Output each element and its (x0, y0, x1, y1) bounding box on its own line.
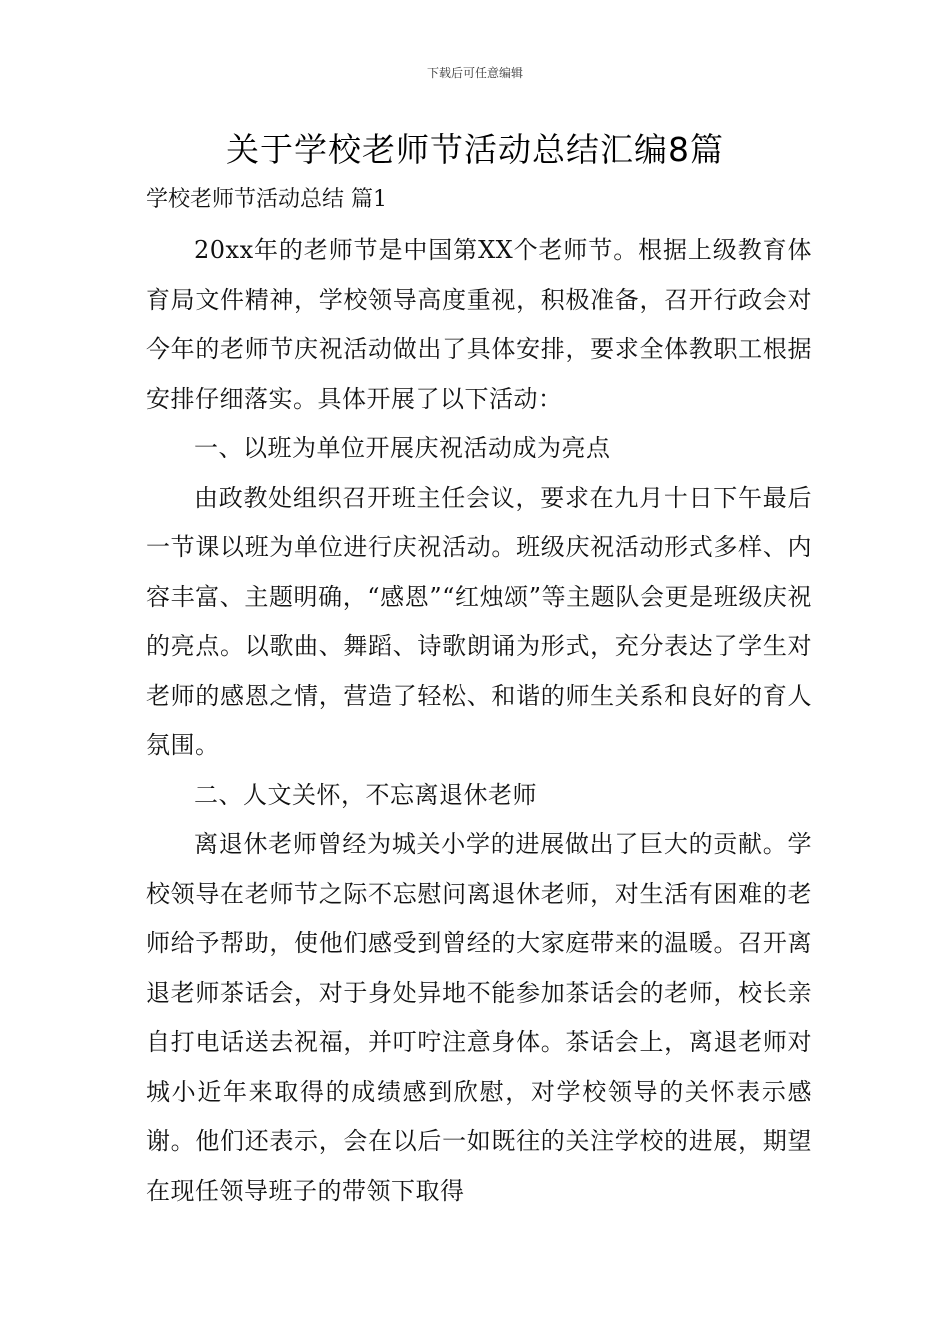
subheading-retired-teachers: 二、人文关怀，不忘离退休老师 (194, 780, 537, 809)
section-heading: 学校老师节活动总结 篇1 (146, 187, 387, 212)
header-note: 下载后可任意编辑 (426, 66, 523, 80)
paragraph-class-activities: 由政教处组织召开班主任会议，要求在九月十日下午最后一节课以班为单位进行庆祝活动。班级庆祝活动形式多样、内容丰富、主题明确，“感恩”“红烛颂”等主题队会更是班级庆祝的亮点。以歌曲、舞蹈、诗歌朗诵为形式，充分表达了学生对老师的感恩之情，营造了轻松、和谐的师生关系和良好的育人氛围。 (146, 483, 812, 759)
paragraph-intro: 20xx年的老师节是中国第XX个老师节。根据上级教育体育局文件精神，学校领导高度重视，积极准备，召开行政会对今年的老师节庆祝活动做出了具体安排，要求全体教职工根据安排仔细落实。具体开展了以下活动： (146, 236, 812, 413)
subheading-class-activities: 一、以班为单位开展庆祝活动成为亮点 (194, 434, 611, 462)
document-body (146, 226, 812, 1216)
paragraph-retired-teachers: 离退休老师曾经为城关小学的进展做出了巨大的贡献。学校领导在老师节之际不忘慰问离退休老师，对生活有困难的老师给予帮助，使他们感受到曾经的大家庭带来的温暖。召开离退老师茶话会，对于身处异地不能参加茶话会的老师，校长亲自打电话送去祝福，并叮咛注意身体。茶话会上，离退老师对城小近年来取得的成绩感到欣慰，对学校领导的关怀表示感谢。他们还表示，会在以后一如既往的关注学校的进展，期望在现任领导班子的带领下取得 (146, 830, 812, 1205)
document-title: 关于学校老师节活动总结汇编8篇 (226, 130, 724, 169)
